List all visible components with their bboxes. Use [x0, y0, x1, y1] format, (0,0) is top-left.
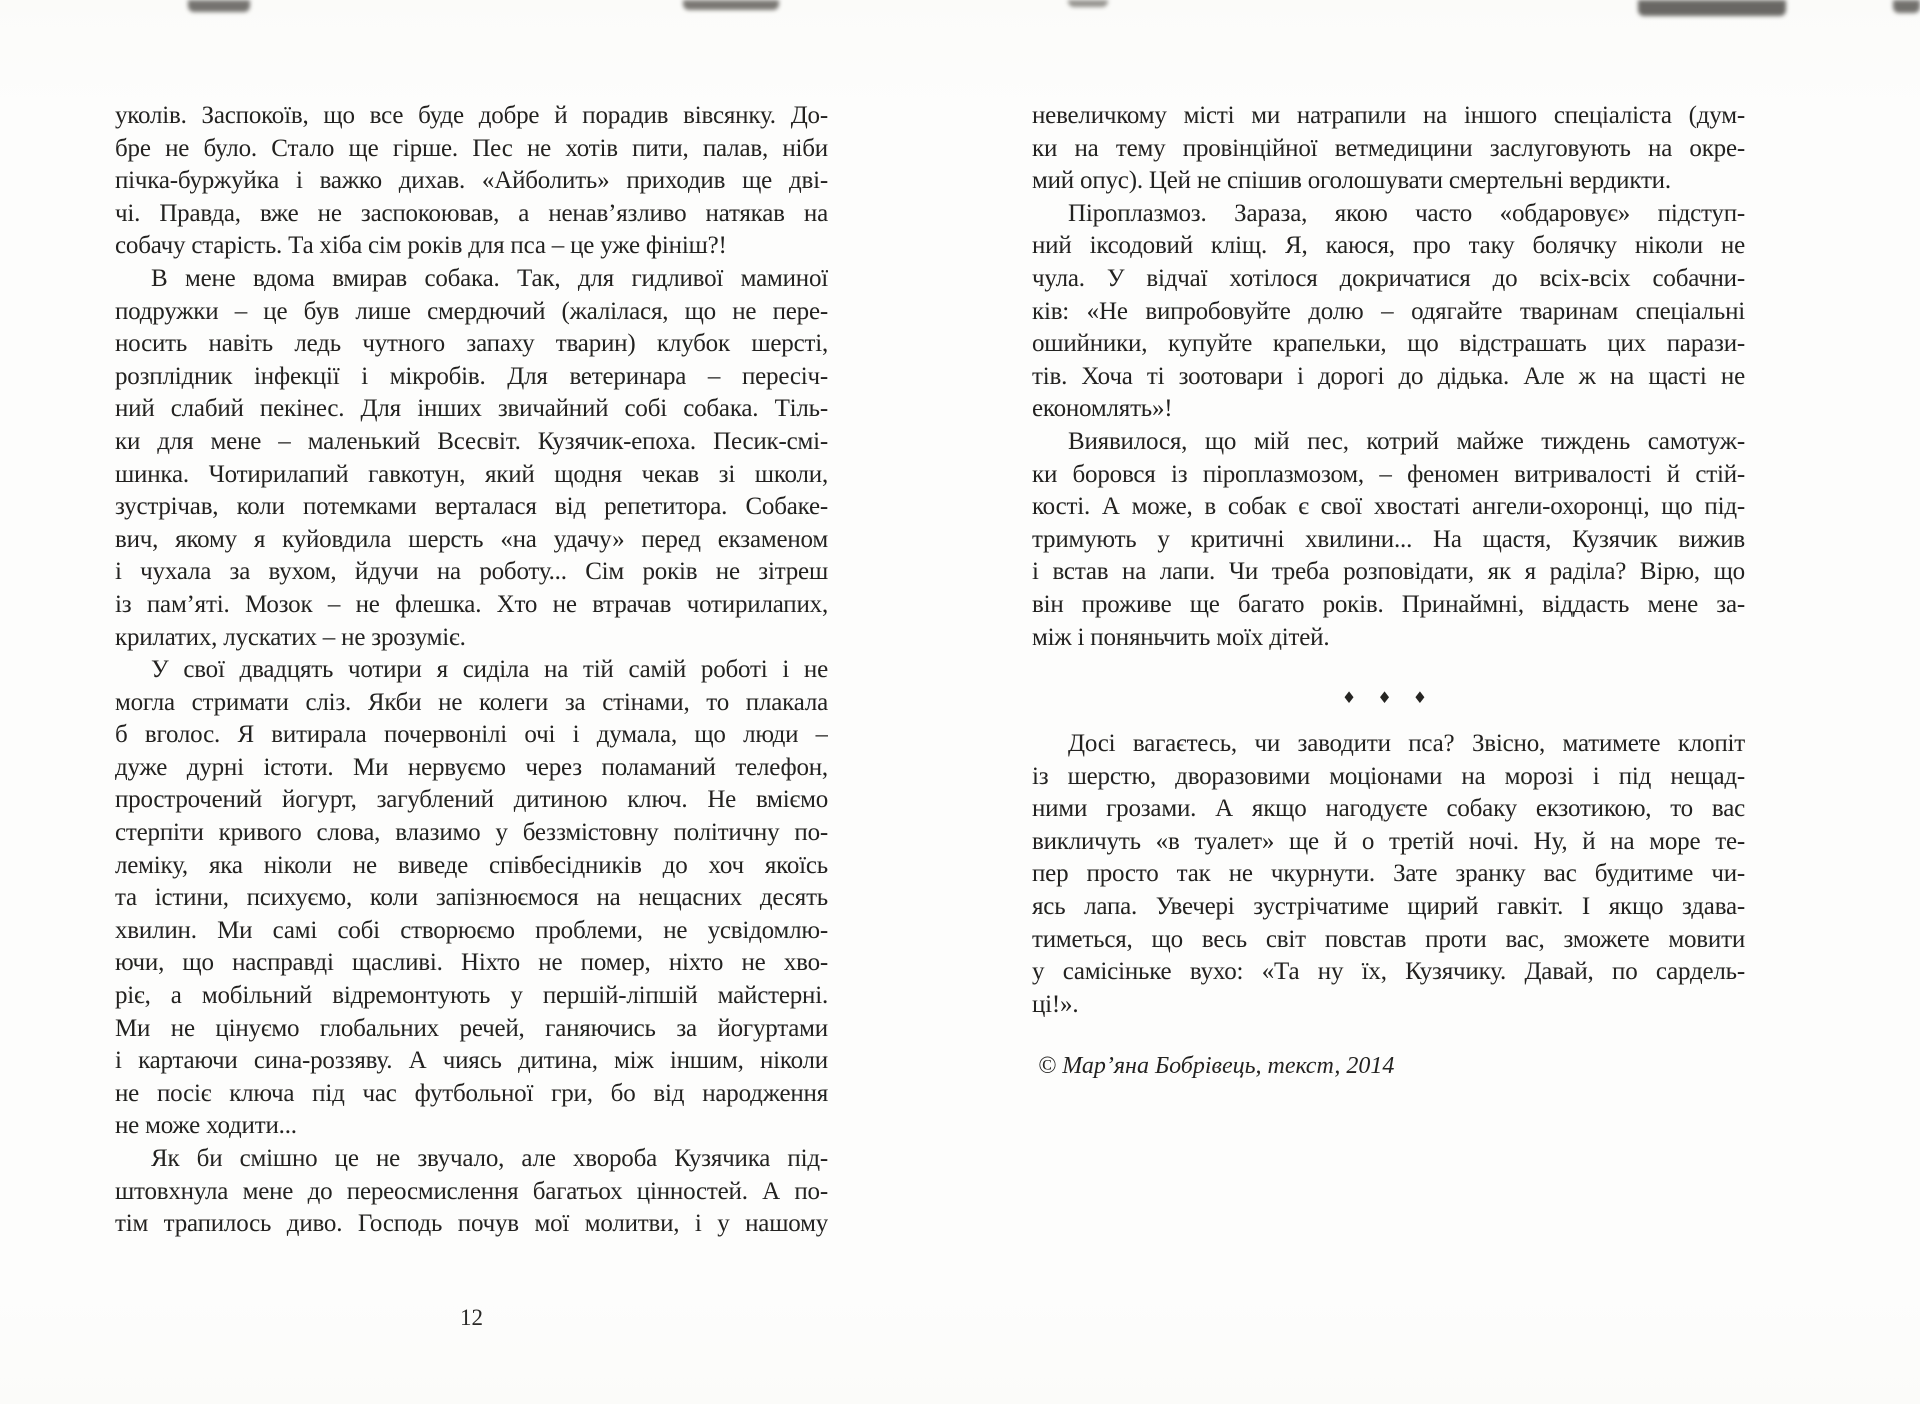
text-line: могла стримати сліз. Якби не колеги за стінами, то плакала	[115, 688, 828, 716]
text-line: із пам’яті. Мозок – не флешка. Хто не втрачав чотирилапих,	[115, 590, 828, 618]
left-page	[115, 100, 828, 1330]
text-line: собачу старість. Та хіба сім років для пса – це уже фініш?!	[115, 232, 727, 260]
scan-artifact	[188, 0, 250, 12]
text-line: невеличкому місті ми натрапили на іншого спеціаліста (дум-	[1032, 102, 1745, 129]
text-line: штовхнула мене до переосмислення багатьох цінностей. А по-	[115, 1177, 828, 1205]
right-page	[1032, 100, 1745, 1081]
text-line: та істини, психуємо, коли запізнюємося на нещасних десять	[115, 884, 828, 912]
text-line: стерпіти кривого слова, влазимо у беззмістовну політичну по-	[115, 819, 828, 847]
text-line: ючи, що насправді щасливі. Ніхто не помер, ніхто не хво-	[115, 949, 828, 977]
text-line: зустрічав, коли потемками верталася від репетитора. Собаке-	[115, 493, 828, 521]
text-line: чула. У відчаї хотілося докричатися до всіх-всіх собачни-	[1032, 264, 1745, 292]
text-line: і чухала за вухом, йдучи на роботу... Сім років не зітреш	[115, 558, 828, 586]
text-line: ків: «Не випробовуйте долю – одягайте тваринам спеціальні	[1032, 297, 1745, 325]
paragraph	[115, 263, 828, 654]
paragraph	[115, 1143, 828, 1241]
right-page-text-bottom	[1032, 728, 1745, 1021]
text-line: ріє, а мобільний відремонтують у першій-ліпшій майстерні.	[115, 982, 828, 1010]
paragraph	[1032, 100, 1745, 198]
right-page-text-top	[1032, 100, 1745, 654]
text-line: В мене вдома вмирав собака. Так, для гидливої маминої	[151, 264, 828, 292]
paragraph	[1032, 426, 1745, 654]
text-line: ці!».	[1032, 990, 1079, 1018]
text-line: не може ходити...	[115, 1112, 297, 1140]
text-line: ясь лапа. Увечері зустрічатиме щирий гавкіт. І якщо здава-	[1032, 893, 1745, 921]
text-line: він проживе ще багато років. Принаймні, віддасть мене за-	[1032, 590, 1745, 618]
section-separator: ♦ ♦ ♦	[1341, 688, 1436, 708]
copyright-attribution: © Мар’яна Бобрівець, текст, 2014	[1038, 1053, 1395, 1080]
page-number: 12	[460, 1305, 483, 1330]
scan-artifact	[683, 0, 779, 10]
text-line: крилатих, лускатих – не зрозуміє.	[115, 623, 466, 651]
text-line: шинка. Чотирилапий гавкотун, який щодня чекав зі школи,	[115, 460, 828, 488]
text-line: Ми не цінуємо глобальних речей, ганяючись за йогуртами	[115, 1014, 828, 1042]
text-line: б вголос. Я витирала почервонілі очі і думала, що люди –	[115, 721, 828, 749]
text-line: тів. Хоча ті зоотовари і дорогі до дідька. Але ж на щасті не	[1032, 362, 1745, 390]
text-line: ними грозами. А якщо нагодуєте собаку екзотикою, то вас	[1032, 795, 1745, 823]
text-line: ний слабий пекінес. Для інших звичайний собі собака. Тіль-	[115, 395, 828, 423]
text-line: бре не було. Стало ще гірше. Пес не хотів пити, палав, ніби	[115, 134, 828, 162]
text-line: мий опус). Цей не спішив оголошувати смертельні вердикти.	[1032, 167, 1671, 195]
text-line: і встав на лапи. Чи треба розповідати, як я раділа? Вірю, що	[1032, 558, 1745, 586]
text-line: У свої двадцять чотири я сиділа на тій самій роботі і не	[151, 656, 828, 684]
text-line: і картаючи сина-роззяву. А чиясь дитина, між іншим, ніколи	[115, 1047, 828, 1075]
scan-artifact	[1068, 0, 1108, 7]
text-line: ки для мене – маленький Всесвіт. Кузячик-епоха. Песик-смі-	[115, 427, 828, 455]
text-line: хвилин. Ми самі собі створюємо проблеми, не усвідомлю-	[115, 916, 828, 944]
paragraph	[1032, 728, 1745, 1021]
text-line: чі. Правда, вже не заспокоював, а ненав’язливо натякав на	[115, 199, 828, 227]
text-line: кості. А може, в собак є свої хвостаті ангели-охоронці, що під-	[1032, 493, 1745, 521]
text-line: дуже дурні істоти. Ми нервуємо через поламаний телефон,	[115, 753, 828, 781]
paragraph	[115, 100, 828, 263]
text-line: носить навіть ледь чутного запаху тварин) клубок шерсті,	[115, 330, 828, 358]
text-line: уколів. Заспокоїв, що все буде добре й порадив вівсянку. До-	[115, 102, 828, 129]
text-line: ки на тему провінційної ветмедицини заслуговують на окре-	[1032, 134, 1745, 162]
scan-artifact	[1893, 0, 1920, 13]
text-line: Виявилося, що мій пес, котрий майже тиждень самотуж-	[1068, 427, 1745, 455]
text-line: вич, якому я куйовдила шерсть «на удачу» перед екзаменом	[115, 525, 828, 553]
paragraph	[115, 654, 828, 1143]
text-line: леміку, яка ніколи не виведе співбесідників до хоч якоїсь	[115, 851, 828, 879]
text-line: ний іксодовий кліщ. Я, каюся, про таку болячку ніколи не	[1032, 232, 1745, 260]
text-line: прострочений йогурт, загублений дитиною ключ. Не вміємо	[115, 786, 828, 814]
text-line: між і поняньчить моїх дітей.	[1032, 623, 1330, 651]
text-line: тиметься, що весь світ повстав проти вас, зможете мовити	[1032, 925, 1745, 953]
text-line: не посіє ключа під час футбольної гри, бо від народження	[115, 1079, 828, 1107]
text-line: викличуть «в туалет» ще й о третій ночі. Ну, й на море те-	[1032, 827, 1745, 855]
scan-artifact	[1638, 0, 1786, 16]
text-line: Піроплазмоз. Зараза, якою часто «обдаровує» підступ-	[1068, 199, 1745, 227]
text-line: подружки – це був лише смердючий (жалілася, що не пере-	[115, 297, 828, 325]
text-line: ошийники, купуйте крапельки, що відстрашать цих парази-	[1032, 330, 1745, 358]
text-line: розплідник інфекції і мікробів. Для ветеринара – пересіч-	[115, 362, 828, 390]
text-line: Як би смішно це не звучало, але хвороба Кузячика під-	[151, 1145, 828, 1172]
text-line: пер просто так не чкурнути. Зате зранку вас будитиме чи-	[1032, 860, 1745, 888]
paragraph	[1032, 198, 1745, 426]
text-line: пічка-буржуйка і важко дихав. «Айболить» приходив ще дві-	[115, 167, 828, 195]
text-line: Досі вагаєтесь, чи заводити пса? Звісно, матимете клопіт	[1068, 730, 1745, 758]
left-page-text	[115, 100, 828, 1241]
text-line: у самісіньке вухо: «Та ну їх, Кузячику. Давай, по сардель-	[1032, 958, 1745, 986]
text-line: економлять»!	[1032, 395, 1173, 423]
text-line: тім трапилось диво. Господь почув мої молитви, і у нашому	[115, 1210, 828, 1238]
text-line: із шерстю, дворазовими моціонами на морозі і під нещад-	[1032, 762, 1745, 790]
text-line: тримують у критичні хвилини... На щастя, Кузячик вижив	[1032, 525, 1745, 553]
text-line: ки боровся із піроплазмозом, – феномен витривалості й стій-	[1032, 460, 1745, 488]
